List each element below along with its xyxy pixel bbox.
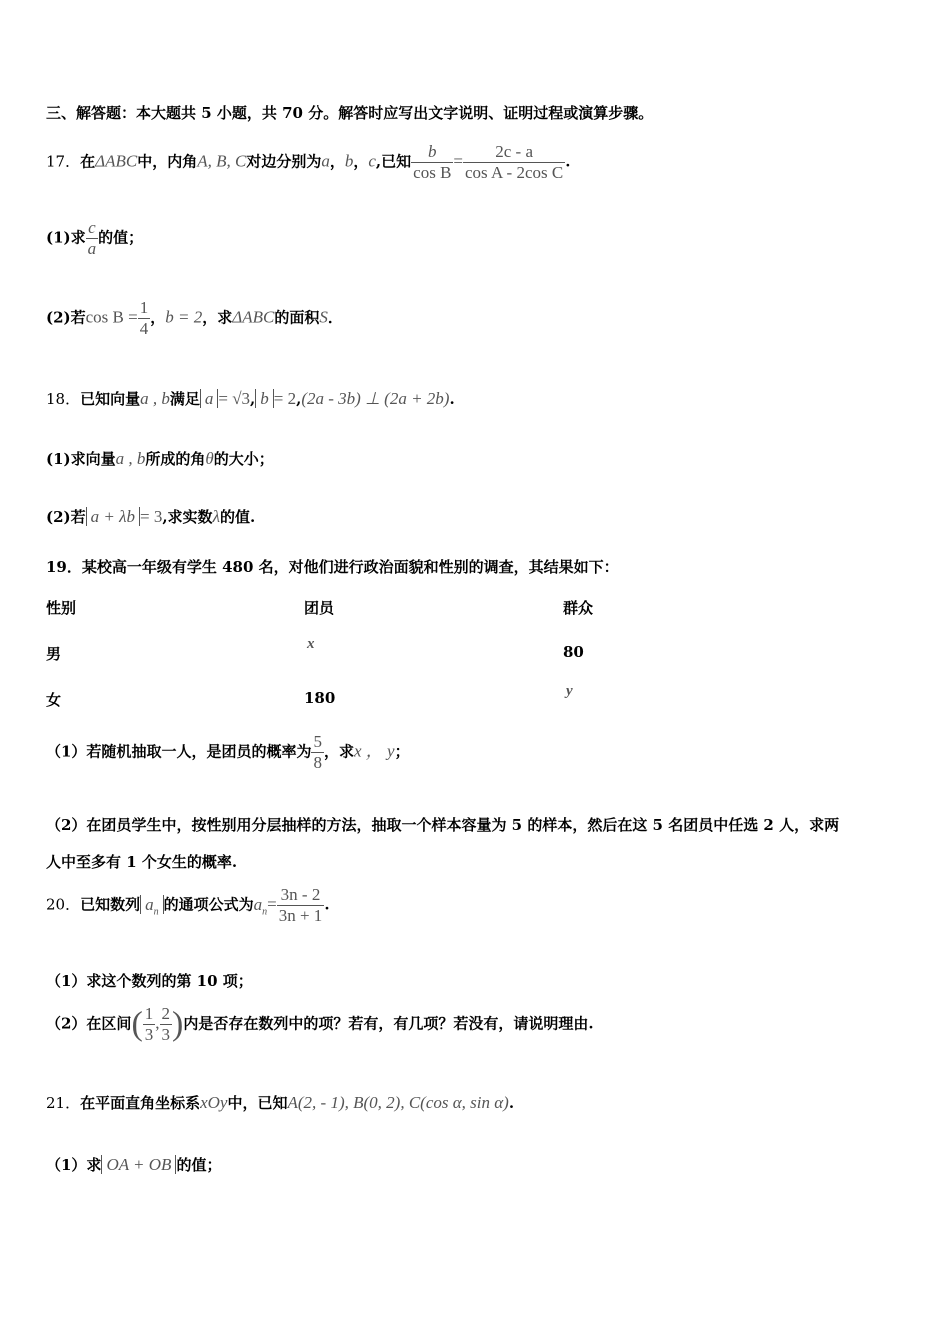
side-a: a: [321, 151, 330, 171]
one-quarter-fraction: [138, 298, 151, 339]
fraction-numerator: 5: [313, 732, 322, 751]
angles-abc: A, B, C: [197, 151, 247, 171]
abs-b: b: [255, 389, 274, 408]
part-text: 的值；: [98, 228, 144, 247]
part-label: (2)若: [46, 508, 86, 526]
triangle-abc: ΔABC: [232, 307, 275, 327]
seq-a: a: [145, 894, 154, 914]
equals-2: = 2: [273, 389, 297, 408]
q20-part1: （1）求这个数列的第 10 项；: [46, 972, 253, 990]
part-text: ，求: [202, 308, 233, 327]
comma: ，: [329, 152, 345, 171]
q20-text: 已知数列: [80, 895, 141, 914]
table-cell-180: 180: [304, 689, 336, 707]
sequence-an-braces: [140, 894, 164, 917]
q21-text: 在平面直角坐标系: [80, 1094, 201, 1112]
fraction-numerator: c: [88, 218, 96, 237]
section-header: 三、解答题：本大题共 5 小题，共 70 分。解答时应写出文字说明、证明过程或演算步骤。: [46, 104, 654, 122]
comma: ,: [155, 1013, 160, 1033]
fraction-denominator: a: [87, 239, 97, 258]
side-b: b: [344, 151, 354, 171]
subscript-n: n: [153, 905, 159, 917]
period: .: [449, 390, 455, 408]
q17-number: 17．: [46, 152, 81, 171]
comma: ，: [150, 308, 166, 327]
q18-part2: [46, 506, 255, 527]
fraction-denominator: cos B: [413, 163, 452, 182]
fraction-denominator: 4: [139, 319, 149, 338]
part-label: （1）若随机抽取一人，是团员的概率为: [46, 742, 312, 761]
part-text: 的大小；: [213, 450, 274, 468]
part-text: 所成的角: [145, 450, 206, 468]
table-header-member: 团员: [304, 599, 335, 617]
fraction-denominator: 3: [161, 1025, 171, 1044]
question-17: [46, 142, 570, 183]
xoy-plane: xOy: [200, 1093, 228, 1112]
comma: ,: [296, 390, 302, 408]
fraction-numerator: 2: [161, 1004, 171, 1023]
q21-number: 21．: [46, 1094, 81, 1112]
table-cell-80: 80: [563, 643, 584, 661]
part-label: （1）求: [46, 1156, 102, 1174]
q17-text: 中，内角: [137, 152, 198, 171]
table-header-gender: 性别: [46, 599, 77, 617]
question-21: [46, 1092, 514, 1113]
perpendicular-condition: (2a - 3b) ⊥ (2a + 2b): [301, 389, 450, 408]
part-label: (1)求向量: [46, 450, 116, 468]
vectors-ab: a , b: [140, 389, 170, 408]
q19-part1: [46, 732, 410, 773]
fraction-numerator: 3n - 2: [280, 885, 321, 904]
part-text: 的值.: [219, 508, 256, 526]
fraction-denominator: cos A - 2cos C: [465, 163, 564, 182]
table-cell-y: y: [566, 683, 573, 699]
area-s: S: [319, 307, 328, 327]
part-text: 内是否存在数列中的项？若有，有几项？若没有，请说明理由.: [183, 1014, 594, 1033]
one-third-fraction: [143, 1004, 156, 1045]
table-header-masses: 群众: [563, 599, 594, 617]
part-label: (1)求: [46, 228, 86, 247]
side-c: c: [368, 151, 376, 171]
question-19: 19．某校高一年级有学生 480 名，对他们进行政治面貌和性别的调查，其结果如下：: [46, 558, 619, 576]
period: .: [508, 1094, 515, 1112]
semicolon: ；: [394, 742, 410, 761]
q20-text: 的通项公式为: [163, 895, 254, 914]
abs-a-plus-lambda-b: a + λb: [86, 507, 140, 526]
vars-xy: x ， y: [353, 741, 395, 761]
fraction-numerator: b: [428, 142, 437, 161]
five-eighths-fraction: [311, 732, 324, 773]
abs-a: a: [200, 389, 219, 408]
table-cell-female: 女: [46, 691, 62, 709]
equals-sign: =: [453, 151, 463, 171]
q21-text: 中，已知: [227, 1094, 288, 1112]
q18-text: 已知向量: [80, 390, 141, 408]
two-thirds-fraction: [160, 1004, 173, 1045]
fraction-denominator: 3n + 1: [278, 906, 323, 925]
fraction-numerator: 1: [139, 298, 149, 317]
q20-part2: [46, 1004, 594, 1045]
cos-b-expr: cos B =: [85, 307, 138, 327]
a-n-term: [253, 894, 268, 917]
q17-part2: [46, 298, 343, 339]
q17-lhs-fraction: [411, 142, 453, 183]
equals-sign: =: [267, 894, 277, 914]
part-label: (2)若: [46, 308, 86, 327]
c-over-a-fraction: [86, 218, 99, 259]
part-text: ,求实数: [162, 508, 213, 526]
q19-part2-line2: 人中至多有 1 个女生的概率.: [46, 853, 238, 871]
q17-text: 在: [80, 152, 96, 171]
part-label: （2）在区间: [46, 1014, 132, 1033]
part-text: ，求: [323, 742, 354, 761]
equals-sqrt3: = √3: [218, 389, 251, 408]
vectors-ab: a , b: [115, 449, 146, 468]
points-abc: A(2, - 1), B(0, 2), C(cos α, sin α): [287, 1093, 509, 1112]
close-paren-icon: ): [172, 1005, 184, 1043]
lambda: λ: [212, 507, 220, 526]
question-18: [46, 388, 455, 409]
b-equals-2: b = 2: [165, 307, 203, 327]
theta: θ: [205, 449, 214, 468]
open-paren-icon: (: [131, 1005, 143, 1043]
period: .: [565, 152, 571, 171]
comma: ,: [250, 390, 256, 408]
q18-part1: [46, 448, 274, 469]
an-fraction: [277, 885, 325, 926]
comma: ，: [353, 152, 369, 171]
q17-text: ,已知: [375, 152, 412, 171]
fraction-numerator: 1: [144, 1004, 154, 1023]
q18-text: 满足: [169, 390, 200, 408]
q17-part1: [46, 218, 143, 259]
subscript-n: n: [262, 905, 268, 917]
q20-number: 20．: [46, 895, 81, 914]
q21-part1: [46, 1154, 221, 1175]
term-a: a: [253, 894, 263, 914]
fraction-denominator: 3: [144, 1025, 154, 1044]
q17-text: 对边分别为: [246, 152, 322, 171]
fraction-denominator: 8: [313, 753, 322, 772]
period: .: [324, 895, 330, 914]
equals-3: = 3: [139, 507, 163, 526]
period: ．: [327, 308, 343, 327]
triangle-abc: ΔABC: [95, 151, 138, 171]
q17-rhs-fraction: [463, 142, 565, 183]
q18-number: 18．: [46, 390, 81, 408]
part-text: 的值；: [176, 1156, 222, 1174]
table-cell-x: x: [307, 636, 315, 652]
fraction-numerator: 2c - a: [495, 142, 533, 161]
question-20: [46, 885, 330, 926]
abs-oa-plus-ob: OA + OB: [101, 1155, 176, 1174]
part-text: 的面积: [274, 308, 320, 327]
table-cell-male: 男: [46, 645, 62, 663]
q19-part2-line1: （2）在团员学生中，按性别用分层抽样的方法，抽取一个样本容量为 5 的样本，然后在这 5 名团员中任选 2 人，求两: [46, 816, 840, 834]
